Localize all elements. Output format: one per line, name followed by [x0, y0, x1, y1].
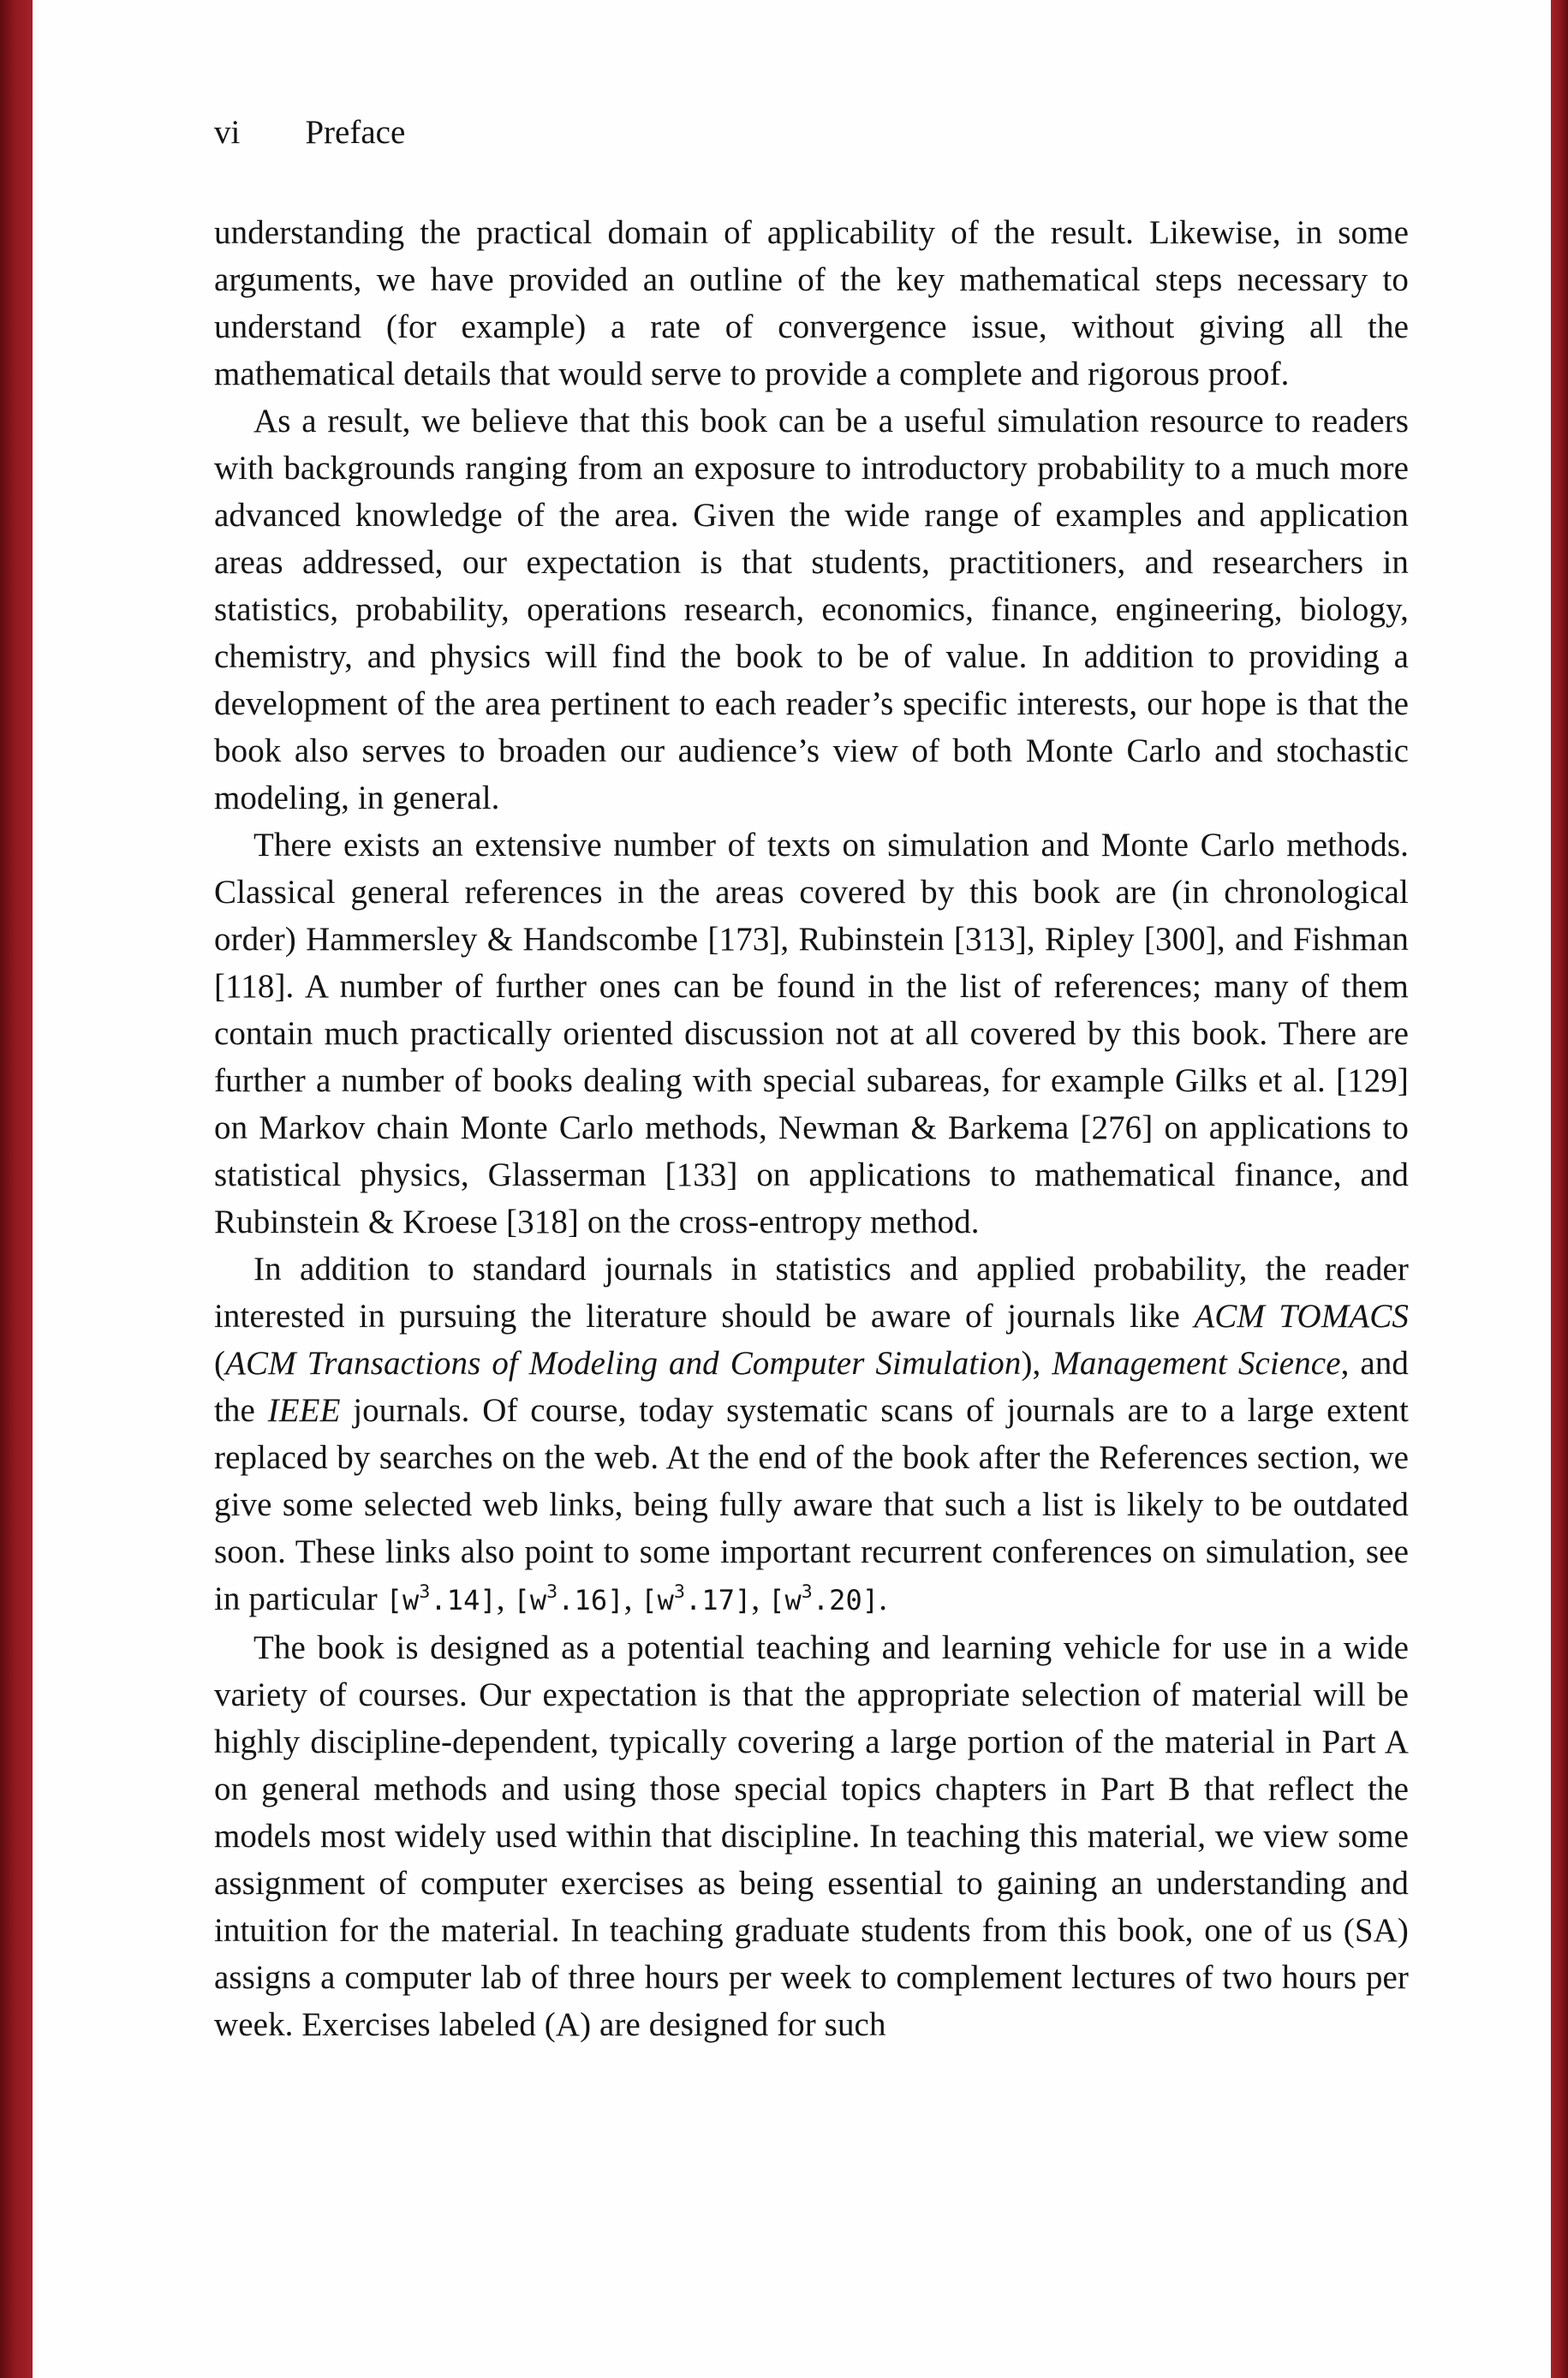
paragraph: There exists an extensive number of texts on simulation and Monte Carlo methods. Classical general references in the areas covered by this book are (in chronological order) Hammersley & Handscombe [173], Rubinstein [313], Ripley [300], and Fishman [118]. A number of further ones can be found in the list of references; many of them contain much practically oriented discussion not at all covered by this book. There are further a number of books dealing with special subareas, for example Gilks et al. [129] on Markov chain Monte Carlo methods, Newman & Barkema [276] on applications to statistical physics, Glasserman [133] on applications to mathematical finance, and Rubinstein & Kroese [318] on the cross-entropy method. — [214, 827, 1409, 1240]
book-cover-left-edge — [0, 0, 33, 2378]
paragraph: As a result, we believe that this book can be a useful simulation resource to readers with backgrounds ranging from an exposure to introductory probability to a much more advanced knowledge of the area. Given the wide range of examples and application areas addressed, our expectation is that students, practitioners, and researchers in statistics, probability, operations research, economics, finance, engineering, biology, chemistry, and physics will find the book to be of value. In addition to providing a development of the area pertinent to each reader’s specific interests, our hope is that the book also serves to broaden our audience’s view of both Monte Carlo and stochastic modeling, in general. — [214, 403, 1409, 816]
paragraph: In addition to standard journals in statistics and applied probability, the reader interested in pursuing the literature should be aware of journals like ACM TOMACS (ACM Transactions of Modeling and Computer Simulation), Management Science, and the IEEE journals. Of course, today systematic scans of journals are to a large extent replaced by searches on the web. At the end of the book after the References section, we give some selected web links, being fully aware that such a list is likely to be outdated soon. These links also point to some important recurrent conferences on simulation, see in particular $[w^3.14]$, $[w^3.16]$, $[w^3.17]$, $[w^3.20]$. — [214, 1251, 1410, 1617]
book-cover-right-edge — [1551, 0, 1568, 2378]
page-number: vi — [214, 114, 241, 151]
page-header — [214, 113, 1409, 152]
text-block — [214, 209, 1409, 2048]
page — [33, 0, 1551, 2378]
paragraph: understanding the practical domain of applicability of the result. Likewise, in some arguments, we have provided an outline of the key mathematical steps necessary to understand (for example) a rate of convergence issue, without giving all the mathematical details that would serve to provide a complete and rigorous proof. — [214, 214, 1409, 392]
paragraph: The book is designed as a potential teaching and learning vehicle for use in a wide variety of courses. Our expectation is that the appropriate selection of material will be highly discipline-dependent, typically covering a large portion of the material in Part A on general methods and using those special topics chapters in Part B that reflect the models most widely used within that discipline. In teaching this material, we view some assignment of computer exercises as being essential to gaining an understanding and intuition for the material. In teaching graduate students from this book, one of us (SA) assigns a computer lab of three hours per week to complement lectures of two hours per week. Exercises labeled (A) are designed for such — [214, 1629, 1409, 2043]
page-title: Preface — [305, 114, 406, 151]
text-area — [214, 113, 1409, 2048]
